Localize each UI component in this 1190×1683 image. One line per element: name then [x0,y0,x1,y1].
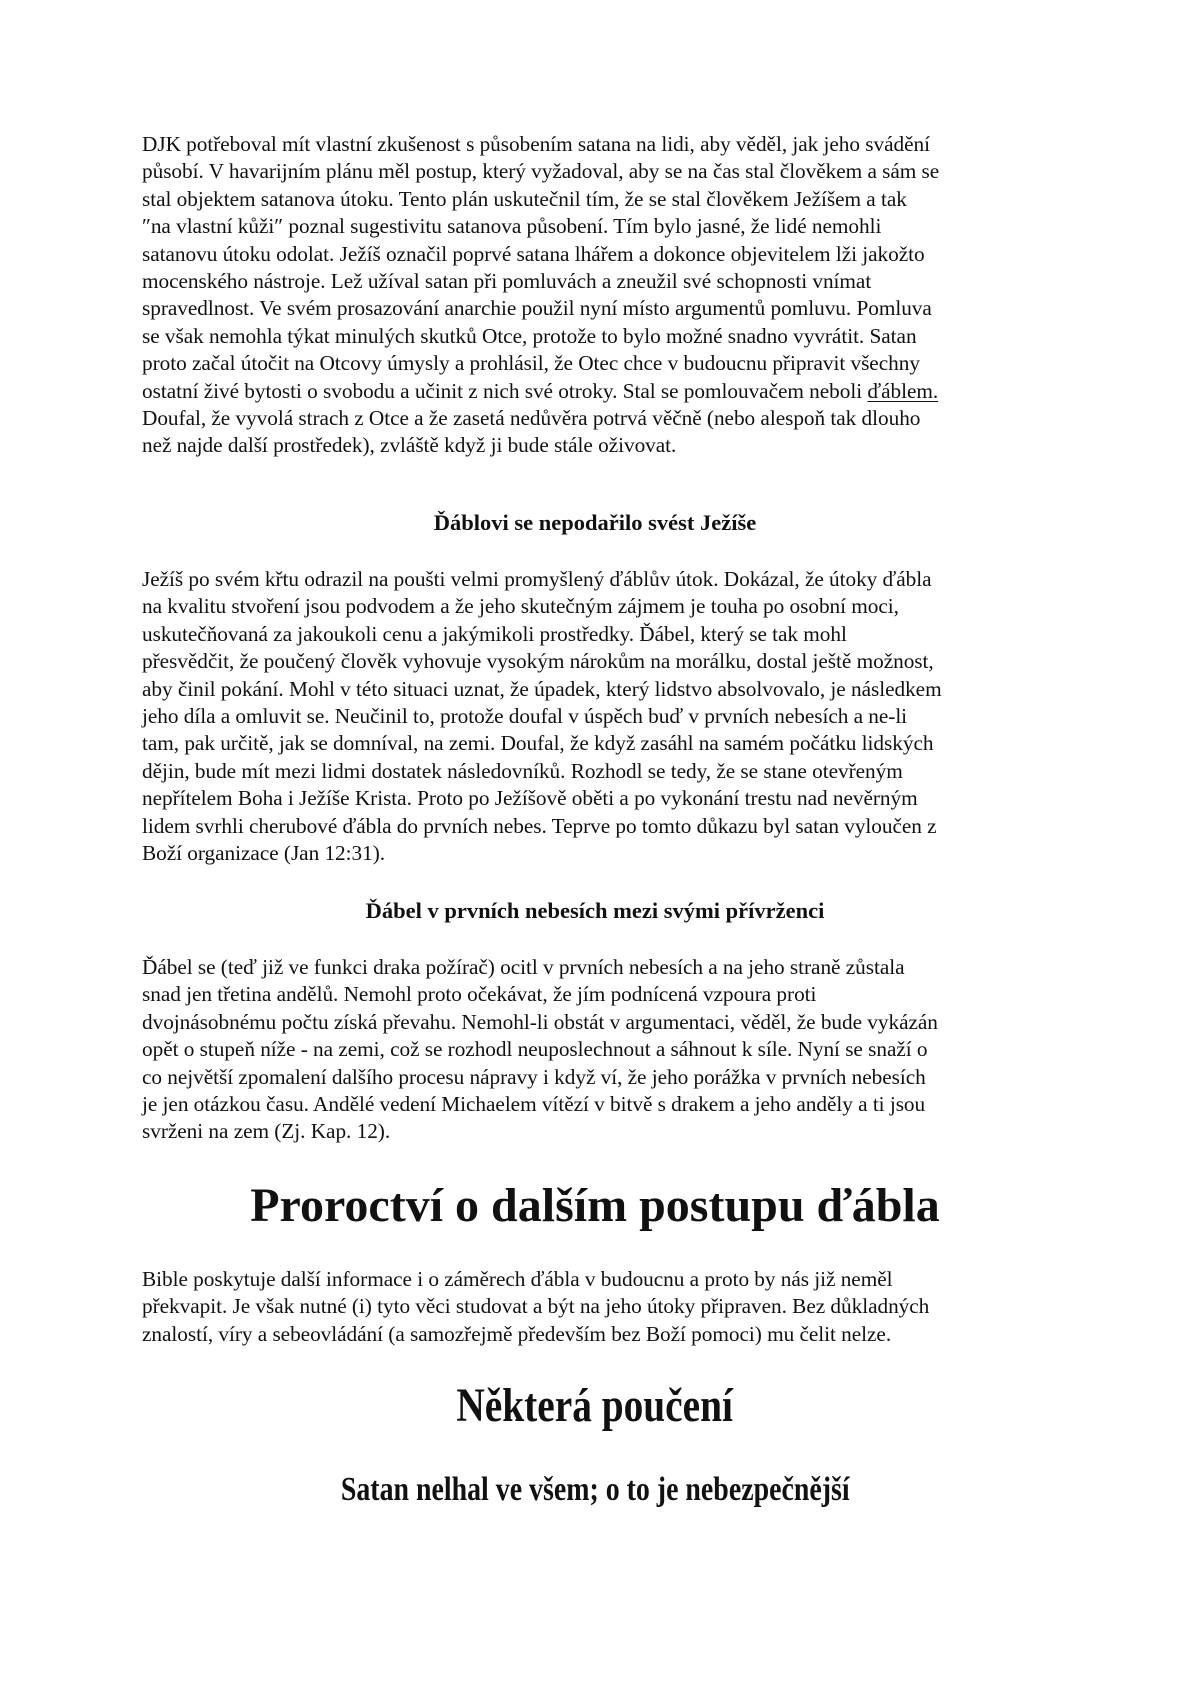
text-line: Doufal, že vyvolá strach z Otce a že zasetá nedůvěra potrvá věčně (nebo alespoň tak dlouho [142,406,921,431]
text-line: Ježíš po svém křtu odrazil na poušti velmi promyšlený ďáblův útok. Dokázal, že útoky ďábla [142,567,932,591]
text-line: překvapit. Je však nutné (i) tyto věci studovat a být na jeho útoky připraven. Bez důkladných [142,1294,930,1319]
text-line: stal objektem satanova útoku. Tento plán uskutečnil tím, že se stal člověkem Ježíšem a tak [142,186,907,211]
paragraph-satan-slander [142,131,1062,460]
text-line: satanovu útoku odolat. Ježíš označil poprvé satana lhářem a dokonce objevitelem lži jakožto [142,241,925,266]
text-line: dvojnásobnému počtu získá převahu. Nemohl-li obstát v argumentaci, věděl, že bude vykázán [142,1009,938,1034]
heading-devil-first-heavens: Ďábel v prvních nebesích mezi svými přívrženci [365,898,825,923]
text-line: tam, pak určitě, jak se domníval, na zemi. Doufal, že když zasáhl na samém počátku lidských [142,731,934,756]
text-line: lidem svrhli cherubové ďábla do prvních nebes. Teprve po tomto důkazu byl satan vyloučen z [142,813,937,838]
text-line: opět o stupeň níže - na zemi, což se rozhodl neuposlechnout a sáhnout k síle. Nyní se snaží o [142,1037,928,1062]
paragraph-bible-info [142,1266,1062,1348]
text-line: ″na vlastní kůži″ poznal sugestivitu satanova působení. Tím bylo jasné, že lidé nemohli [142,214,882,239]
text-line [142,378,1062,405]
text-line: svrženi na zem (Zj. Kap. 12). [142,1119,391,1144]
chapter-title-prophecy: Proroctví o dalším postupu ďábla [250,1179,940,1232]
text-line: se však nemohla týkat minulých skutků Otce, protože to bylo možné snadno vyvrátit. Satan [142,323,917,348]
text-line: než najde další prostředek), zvláště když ji bude stále oživovat. [142,433,677,458]
text-line: Bible poskytuje další informace i o záměrech ďábla v budoucnu a proto by nás již neměl [142,1267,893,1291]
heading-devil-failed: Ďáblovi se nepodařilo svést Ježíše [433,510,757,535]
underlined-word: ďáblem. [867,378,939,403]
text-line: uskutečňovaná za jakoukoli cenu a jakýmikoli prostředky. Ďábel, který se tak mohl [142,621,847,646]
text-line: mocenského nástroje. Lež užíval satan při pomluvách a zneužil své schopnosti vnímat [142,269,872,294]
text-line: působí. V havarijním plánu měl postup, který vyžadoval, aby se na čas stal člověkem a sám se [142,159,940,184]
chapter-title-lessons [0,1378,1190,1434]
text-line: co největší zpomalení dalšího procesu nápravy i když ví, že jeho porážka v prvních nebesích [142,1064,926,1089]
text-line: jeho díla a omluvit se. Neučinil to, protože doufal v úspěch buď v prvních nebesích a ne-li [142,704,908,729]
text-line: spravedlnost. Ve svém prosazování anarchie použil nyní místo argumentů pomluvu. Pomluva [142,296,932,321]
text-line: Ďábel se (teď již ve funkci draka požírač) ocitl v prvních nebesích a na jeho straně zůstala [142,955,905,979]
section-title-text: Satan nelhal ve všem; o to je nebezpečnější [340,1471,850,1508]
paragraph-jesus-temptation [142,566,1062,867]
text-line: přesvědčit, že poučený člověk vyhovuje vysokým nárokům na morálku, dostal ještě možnost, [142,649,934,674]
text-line: na kvalitu stvoření jsou podvodem a že jeho skutečným zájmem je touha po osobní moci, [142,594,899,619]
text-line: dějin, bude mít mezi lidmi dostatek následovníků. Rozhodl se tedy, že se stane otevřeným [142,758,903,783]
text-line: Boží organizace (Jan 12:31). [142,841,386,866]
text-line: je jen otázkou času. Andělé vedení Michaelem vítězí v bitvě s drakem a jeho anděly a ti jsou [142,1092,926,1117]
text-line: snad jen třetina andělů. Nemohl proto očekávat, že jím podnícená vzpoura proti [142,982,817,1007]
text-line: nepřítelem Boha i Ježíše Krista. Proto po Ježíšově oběti a po vykonání trestu nad nevěrným [142,786,918,811]
text-line: DJK potřeboval mít vlastní zkušenost s působením satana na lidi, aby věděl, jak jeho svádění [142,132,930,156]
paragraph-dragon [142,954,1062,1146]
text-line: proto začal útočit na Otcovy úmysly a prohlásil, že Otec chce v budoucnu připravit všechny [142,351,920,376]
text-segment: ostatní živé bytosti o svobodu a učinit z nich své otroky. Stal se pomlouvačem neboli [142,378,868,403]
section-title-satan-did-not-lie [0,1470,1190,1510]
chapter-title-lessons-text: Některá poučení [456,1379,734,1432]
text-line: znalostí, víry a sebeovládání (a samozřejmě především bez Boží pomoci) mu čelit nelze. [142,1321,892,1346]
text-line: aby činil pokání. Mohl v této situaci uznat, že úpadek, který lidstvo absolvovalo, je následkem [142,676,942,701]
